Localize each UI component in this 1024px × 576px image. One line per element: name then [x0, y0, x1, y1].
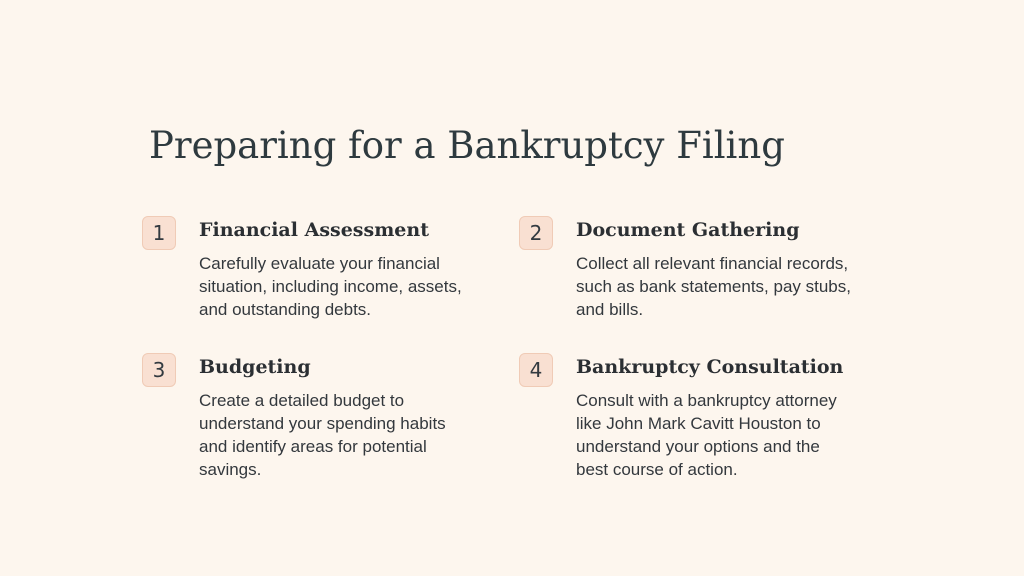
step-description-line: and identify areas for potential — [199, 437, 427, 456]
step-number-badge: 3 — [142, 353, 176, 387]
step-description-line: Create a detailed budget to — [199, 391, 405, 410]
step-number-badge: 2 — [519, 216, 553, 250]
step-description — [199, 252, 499, 321]
step-description — [199, 389, 499, 481]
step-description-line: Consult with a bankruptcy attorney — [576, 391, 837, 410]
step-description — [576, 389, 876, 481]
step-description-line: best course of action. — [576, 460, 738, 479]
step-heading: Document Gathering — [576, 219, 800, 241]
step-description-line: such as bank statements, pay stubs, — [576, 277, 851, 296]
step-description-line: understand your spending habits — [199, 414, 446, 433]
step-description-line: understand your options and the — [576, 437, 820, 456]
step-description-line: like John Mark Cavitt Houston to — [576, 414, 821, 433]
step-description-line: and bills. — [576, 300, 644, 319]
step-heading: Bankruptcy Consultation — [576, 356, 844, 378]
step-description — [576, 252, 876, 321]
step-description-line: Carefully evaluate your financial — [199, 254, 440, 273]
step-description-line: situation, including income, assets, — [199, 277, 462, 296]
step-description-line: savings. — [199, 460, 262, 479]
step-description-line: and outstanding debts. — [199, 300, 372, 319]
step-heading: Budgeting — [199, 356, 311, 378]
step-number-badge: 4 — [519, 353, 553, 387]
step-heading: Financial Assessment — [199, 219, 429, 241]
page-title: Preparing for a Bankruptcy Filing — [149, 124, 785, 167]
step-description-line: Collect all relevant financial records, — [576, 254, 849, 273]
step-number-badge: 1 — [142, 216, 176, 250]
